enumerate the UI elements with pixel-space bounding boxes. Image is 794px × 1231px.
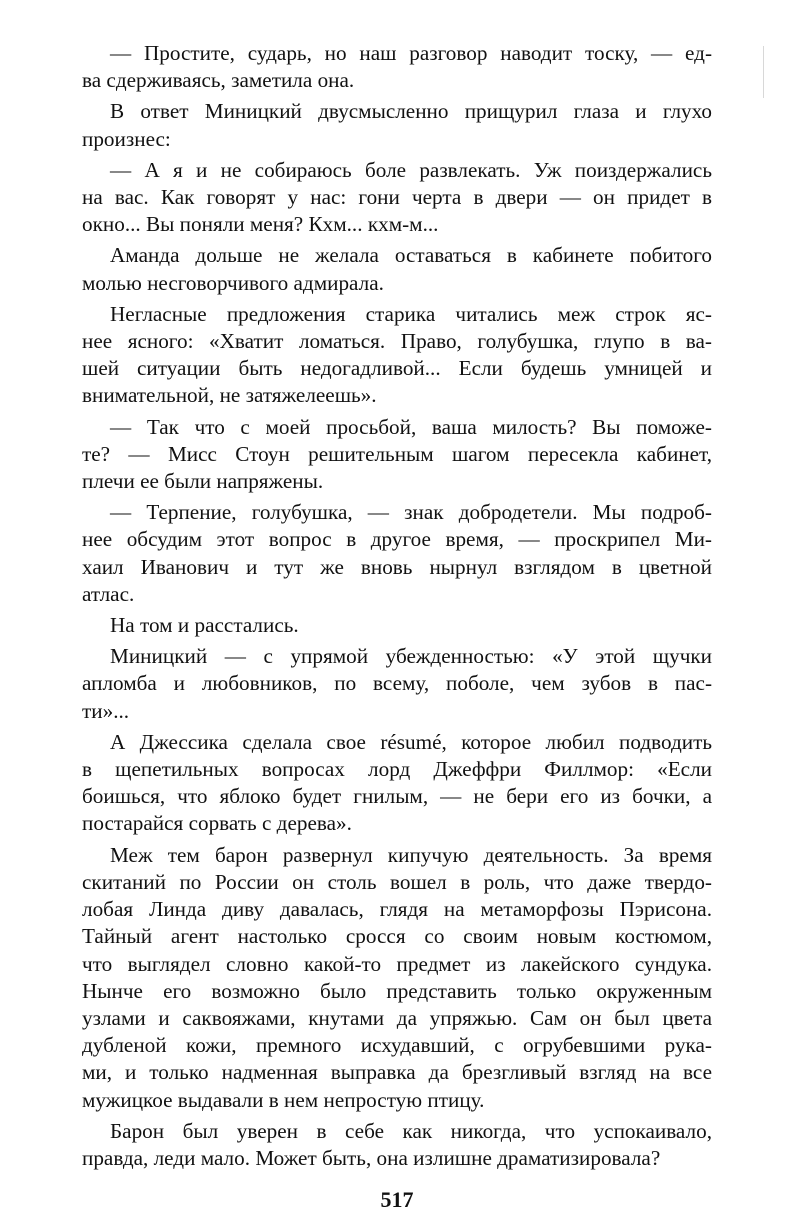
text-line: шей ситуации быть недогадливой... Если будешь умницей и bbox=[82, 356, 712, 381]
text-line: Меж тем барон развернул кипучую деятельность. За время bbox=[110, 842, 712, 867]
text-line: На том и расстались. bbox=[110, 613, 299, 638]
paragraph bbox=[82, 499, 712, 608]
paragraph bbox=[82, 729, 712, 838]
margin-mark bbox=[763, 46, 764, 98]
text-line: хаил Иванович и тут же вновь нырнул взглядом в цветной bbox=[82, 554, 712, 579]
text-line: на вас. Как говорят у нас: гони черта в двери — он придет в bbox=[82, 185, 712, 210]
text-line: ва сдерживаясь, заметила она. bbox=[82, 68, 355, 93]
paragraph bbox=[82, 157, 712, 239]
paragraph bbox=[82, 414, 712, 496]
text-line: ти»... bbox=[82, 698, 130, 723]
text-line: окно... Вы поняли меня? Кхм... кхм-м... bbox=[82, 212, 439, 237]
text-line: Аманда дольше не желала оставаться в кабинете побитого bbox=[110, 243, 712, 268]
text-line: атлас. bbox=[82, 581, 135, 606]
text-line: в щепетильных вопросах лорд Джеффри Филлмор: «Если bbox=[82, 757, 712, 782]
text-line: узлами и саквояжами, кнутами да упряжью. Сам он был цвета bbox=[82, 1005, 712, 1030]
text-line: ми, и только надменная выправка да брезгливый взгляд на все bbox=[82, 1060, 712, 1085]
text-line: что выглядел словно какой-то предмет из лакейского сундука. bbox=[82, 951, 712, 976]
text-line: — Простите, сударь, но наш разговор наводит тоску, — ед- bbox=[110, 41, 712, 65]
text-line: те? — Мисс Стоун решительным шагом пересекла кабинет, bbox=[82, 441, 712, 466]
text-line: скитаний по России он столь вошел в роль, что даже твердо- bbox=[82, 869, 712, 894]
text-line: произнес: bbox=[82, 126, 171, 151]
text-line: мужицкое выдавали в нем непростую птицу. bbox=[82, 1087, 485, 1112]
text-line: дубленой кожи, премного исхудавший, с огрубевшими рука- bbox=[82, 1033, 712, 1058]
text-line: Нынче его возможно было представить только окруженным bbox=[82, 978, 712, 1003]
paragraph bbox=[82, 301, 712, 410]
text-line: постарайся сорвать с дерева». bbox=[82, 811, 352, 836]
paragraph bbox=[82, 40, 712, 94]
paragraph bbox=[82, 242, 712, 296]
text-line: внимательной, не затяжелеешь». bbox=[82, 383, 377, 408]
text-line: боишься, что яблоко будет гнилым, — не бери его из бочки, а bbox=[82, 784, 712, 809]
text-line: Барон был уверен в себе как никогда, что успокаивало, bbox=[110, 1118, 712, 1143]
text-line: молью несговорчивого адмирала. bbox=[82, 270, 384, 295]
paragraph bbox=[82, 842, 712, 1114]
paragraph bbox=[82, 612, 712, 639]
text-line: Миницкий — с упрямой убежденностью: «У этой щучки bbox=[110, 644, 712, 669]
text-line: апломба и любовников, по всему, поболе, чем зубов в пас- bbox=[82, 671, 712, 696]
text-line: Негласные предложения старика читались меж строк яс- bbox=[110, 301, 712, 326]
text-line: лобая Линда диву давалась, глядя на метаморфозы Пэрисона. bbox=[82, 897, 712, 922]
text-body bbox=[82, 40, 712, 1176]
paragraph bbox=[82, 1118, 712, 1172]
paragraph bbox=[82, 98, 712, 152]
page-number: 517 bbox=[380, 1187, 414, 1212]
text-line: Тайный агент настолько сросся со своим новым костюмом, bbox=[82, 924, 712, 949]
text-line: нее ясного: «Хватит ломаться. Право, голубушка, глупо в ва- bbox=[82, 329, 712, 354]
text-line: плечи ее были напряжены. bbox=[82, 469, 324, 494]
text-line: — Терпение, голубушка, — знак добродетели. Мы подроб- bbox=[110, 500, 712, 525]
paragraph bbox=[82, 643, 712, 725]
text-line: нее обсудим этот вопрос в другое время, — проскрипел Ми- bbox=[82, 527, 712, 552]
text-line: — А я и не собираюсь боле развлекать. Уж поиздержались bbox=[110, 157, 712, 182]
text-line: правда, леди мало. Может быть, она излишне драматизировала? bbox=[82, 1145, 661, 1170]
text-line: — Так что с моей просьбой, ваша милость? Вы поможе- bbox=[110, 414, 712, 439]
text-line: В ответ Миницкий двусмысленно прищурил глаза и глухо bbox=[110, 99, 712, 124]
text-line: А Джессика сделала свое résumé, которое любил подводить bbox=[110, 729, 712, 754]
